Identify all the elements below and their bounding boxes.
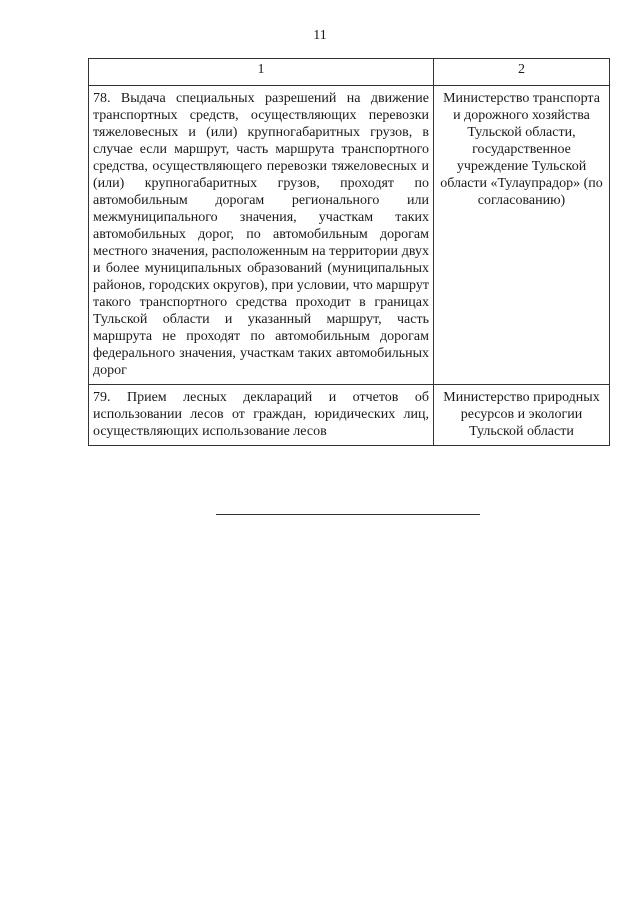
table-row [89,385,610,446]
column-header-1: 1 [89,59,434,86]
page-number: 11 [313,28,327,43]
ministry-cell: Министерство природных ресурсов и экологии Тульской области [434,385,610,446]
service-cell: 78. Выдача специальных разрешений на движение транспортных средств, осуществляющих перевозки тяжеловесных и (или) крупногабаритных грузов, в случае если маршрут, часть маршрута транспортного средства, осуществляющего перевозки тяжеловесных и (или) крупногабаритных грузов, проходят по автомобильным дорогам регионального или межмуниципального значения, участкам таких автомобильных дорог, по автомобильным дорогам местного значения, расположенным на территории двух и более муниципальных образований (муниципальных районов, городских округов), при условии, что маршрут такого транспортного средства проходит в границах Тульской области и указанный маршрут, часть маршрута не проходят по автомобильным дорогам федерального значения, участкам таких автомобильных дорог [89,86,434,385]
service-cell: 79. Прием лесных деклараций и отчетов об использовании лесов от граждан, юридических лиц, осуществляющих использование лесов [89,385,434,446]
table-row [89,86,610,385]
ministry-cell: Министерство транспорта и дорожного хозяйства Тульской области, государственное учреждение Тульской области «Тулаупрадор» (по согласованию) [434,86,610,385]
table-header-row [89,59,610,86]
services-table [88,58,610,446]
end-divider [216,514,480,515]
column-header-2: 2 [434,59,610,86]
